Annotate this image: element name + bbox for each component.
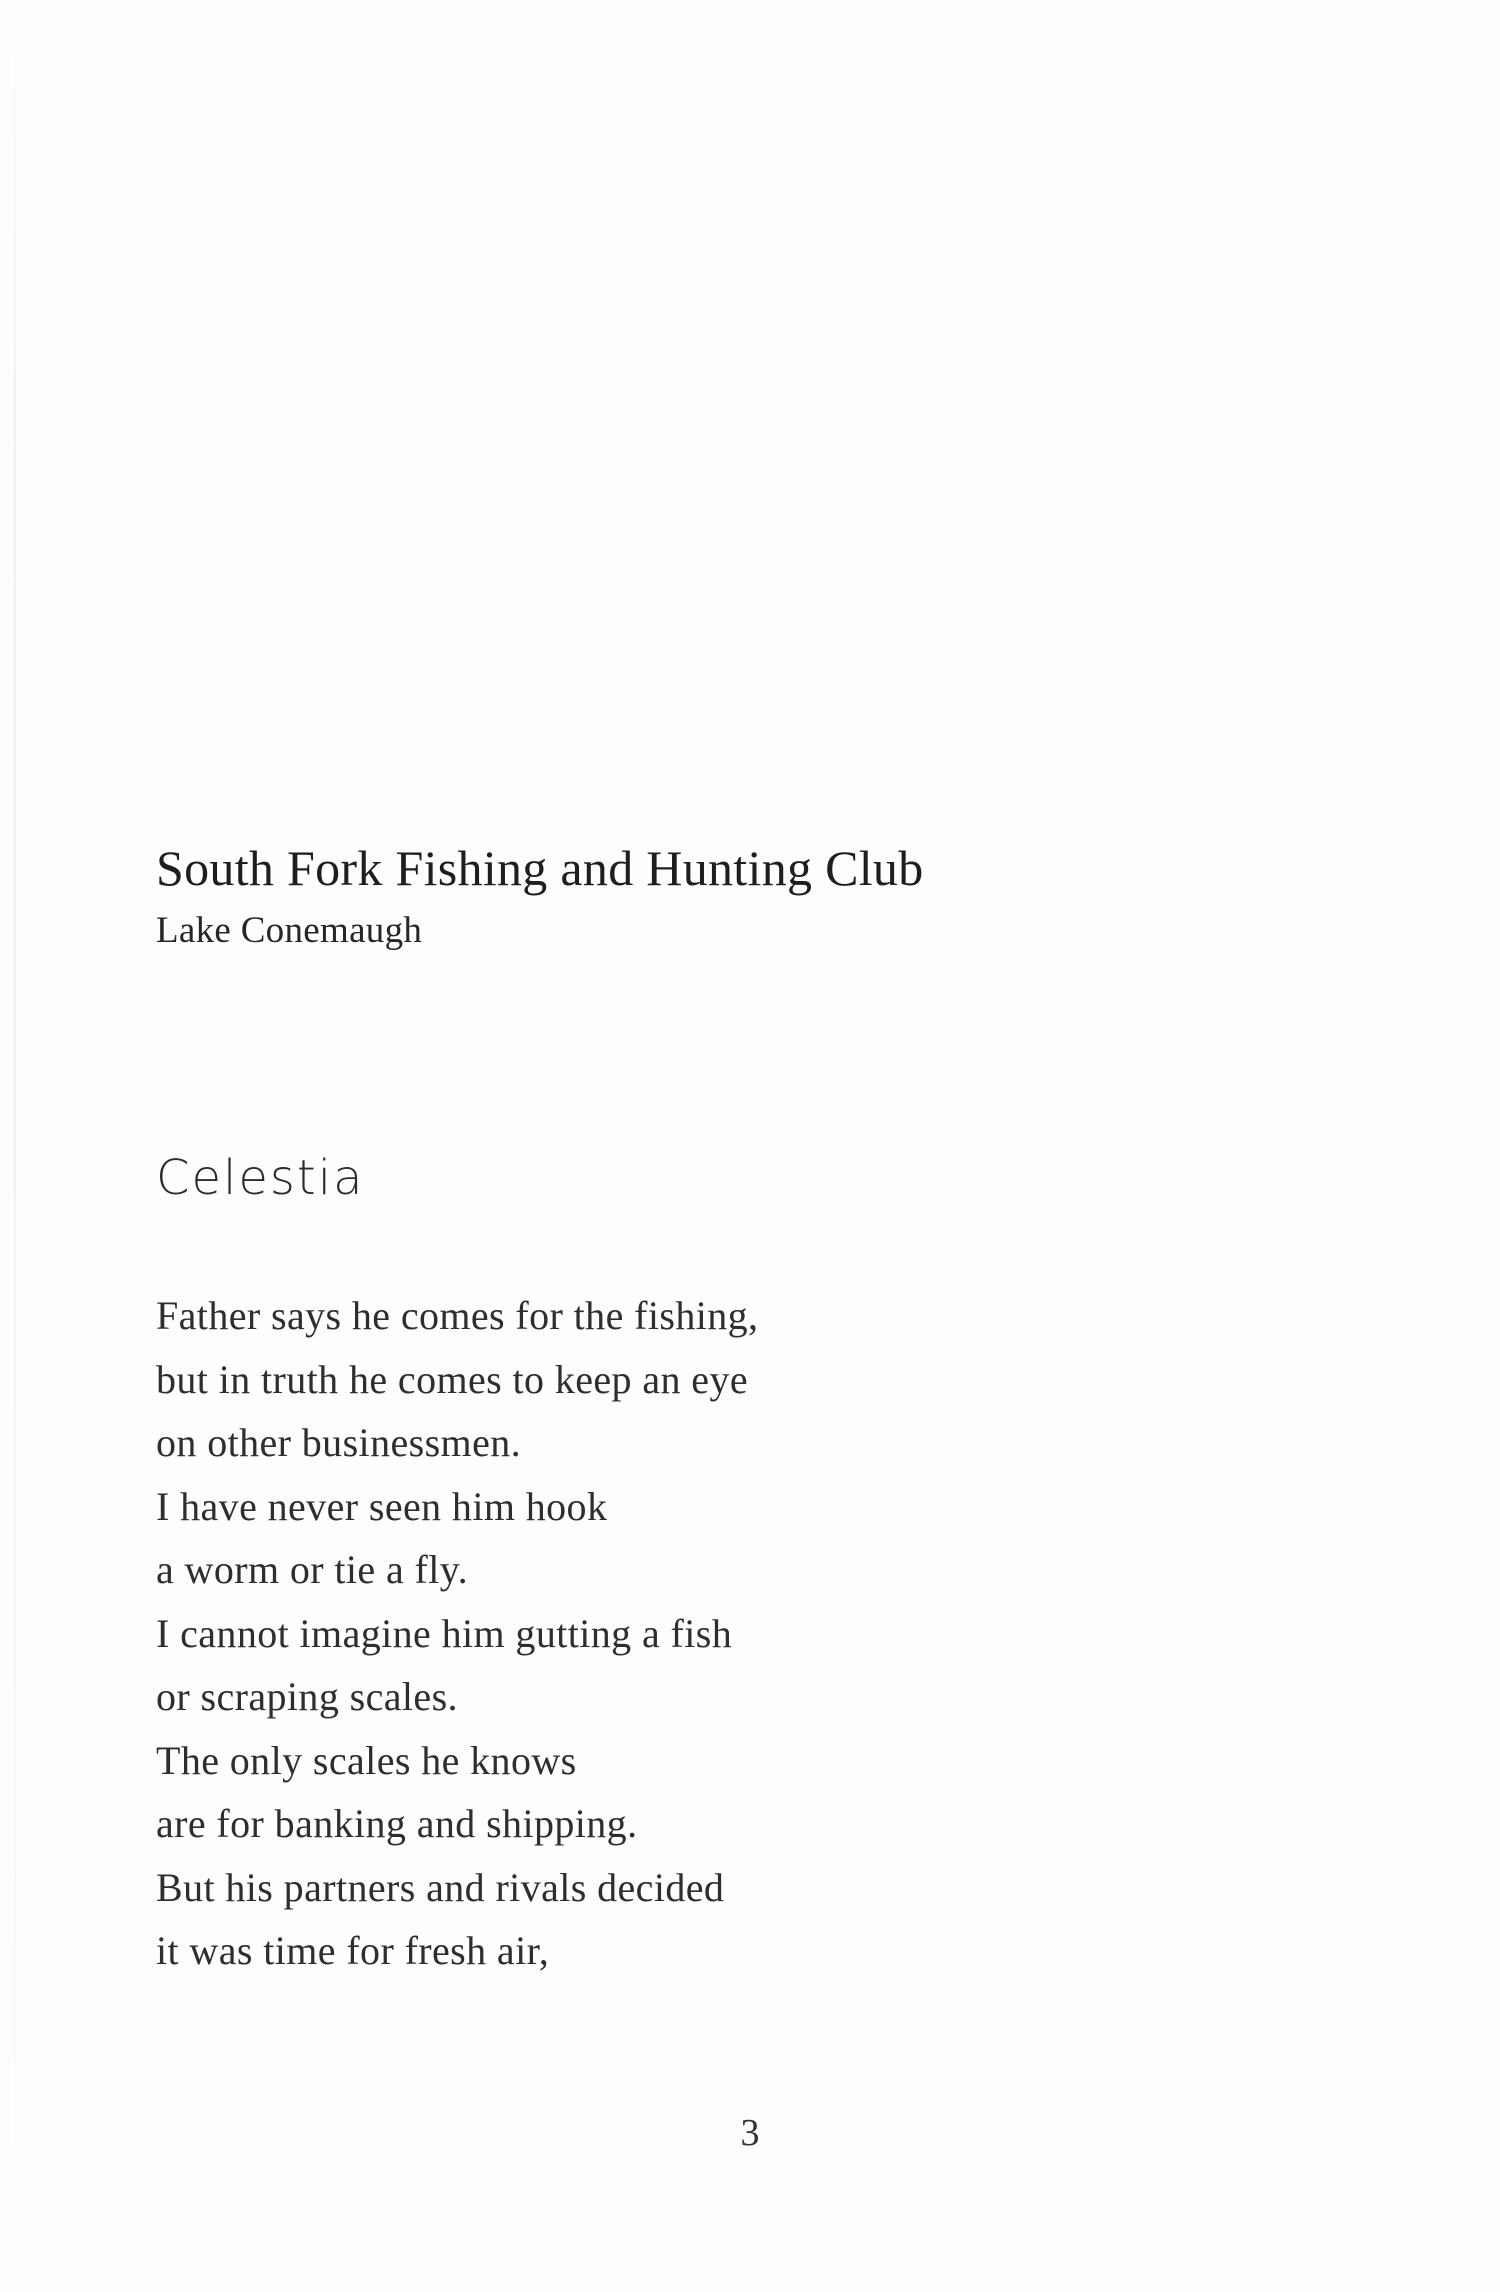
section-title: South Fork Fishing and Hunting Club (156, 840, 924, 896)
poem-line: it was time for fresh air, (156, 1928, 550, 1973)
poem-line: Father says he comes for the fishing, (156, 1293, 759, 1338)
section-heading (156, 838, 1356, 954)
poem-line: I cannot imagine him gutting a fish (156, 1610, 733, 1656)
poem-line: on other businessmen. (156, 1420, 522, 1465)
poem-line: a worm or tie a fly. (156, 1547, 468, 1592)
poem-line: But his partners and rivals decided (156, 1864, 725, 1910)
poem-line: I have never seen him hook (156, 1483, 608, 1529)
speaker-name: Celestia (156, 1150, 365, 1206)
poem-line: or scraping scales. (156, 1674, 458, 1719)
poem-line: The only scales he knows (156, 1737, 577, 1783)
poem-stanza (156, 1284, 1256, 1983)
poem-line: but in truth he comes to keep an eye (156, 1356, 748, 1402)
page-edge-shadow (14, 0, 16, 2292)
poem-line: are for banking and shipping. (156, 1801, 638, 1846)
page-number: 3 (740, 2112, 760, 2154)
section-subtitle: Lake Conemaugh (156, 910, 423, 951)
